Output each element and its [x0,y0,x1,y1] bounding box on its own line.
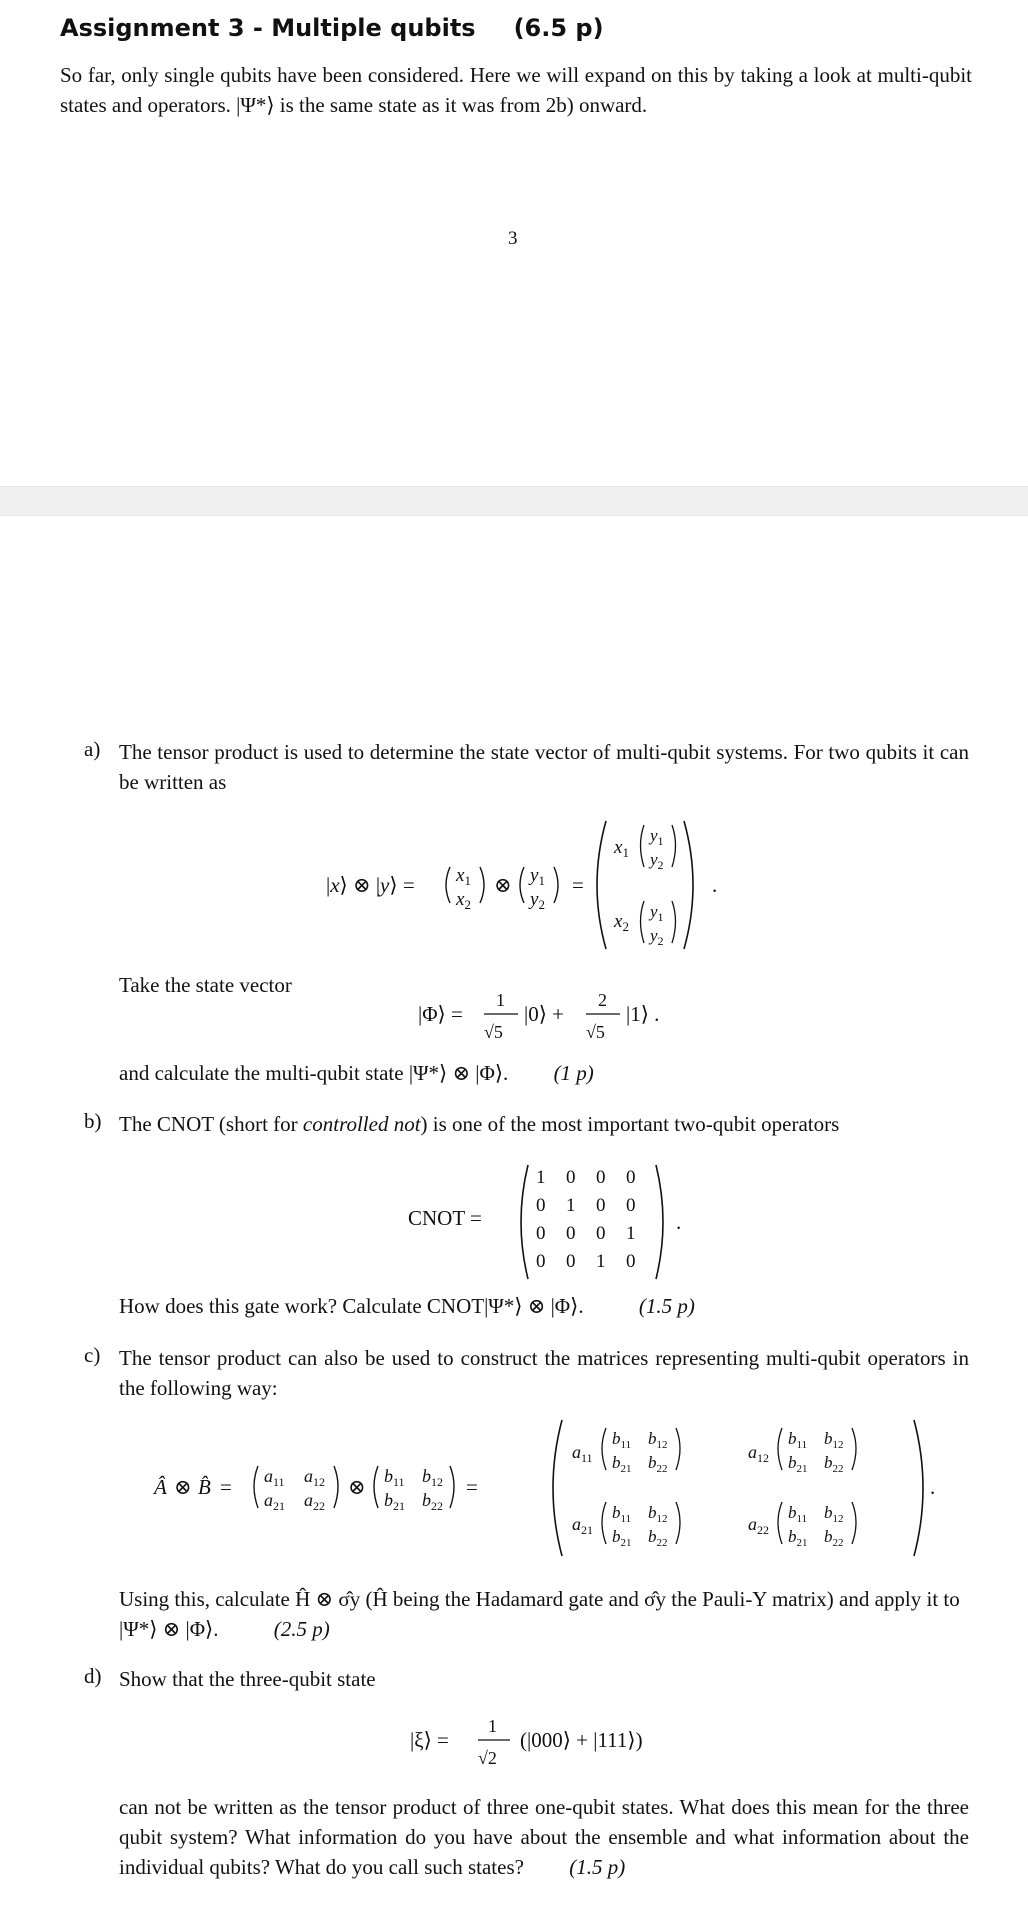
svg-text:1: 1 [488,1716,497,1736]
svg-text:b22: $b_{22}$ [648,1527,668,1549]
intro-text-before: So far, only single qubits have been considered. Here we will expand on this by taking a look at multi-qubit states and operators. [60,63,972,117]
svg-text:a21: $a_{21}$ [264,1490,285,1513]
svg-text:2: 2 [598,990,607,1010]
svg-text:b21: $b_{21}$ [384,1490,405,1513]
part-a-label: a) [84,737,101,761]
xi-rhs: (|000⟩ + |111⟩) [520,1728,643,1752]
page-number: 3 [508,228,518,249]
svg-text:y1: $y_1$ [530,865,545,888]
cnot-cell: 0 [536,1251,546,1272]
svg-text:.: . [676,1210,682,1234]
phi-state-equation [418,984,718,1050]
cnot-cell: 0 [536,1195,546,1216]
intro-text-after: is the same state as it was from 2b) onward. [279,93,648,117]
part-a-take-state: Take the state vector [119,973,292,997]
intro-ket: |Ψ*⟩ [236,93,275,117]
svg-text:=: = [466,1475,478,1499]
xi-state-equation [410,1712,710,1772]
cnot-cell: 1 [566,1195,576,1216]
svg-text:√5: √5 [586,1022,605,1042]
svg-text:⊗: ⊗ [348,1475,366,1499]
svg-text:b22: $b_{22}$ [422,1490,443,1513]
cnot-matrix-label: CNOT = [408,1206,482,1230]
tensor-product-equation [320,815,780,957]
svg-text:y2: $y_2$ [530,889,545,912]
svg-text:1: 1 [496,990,505,1010]
svg-text:b12: $b_{12}$ [824,1429,844,1451]
cnot-cell: 1 [596,1251,606,1272]
svg-text:a22: $a_{22}$ [304,1490,325,1513]
svg-text:a11: $a_{11}$ [572,1442,593,1465]
part-d-after-text: can not be written as the tensor product of three one-qubit states. What does this mean for the three qubit system? What information do you have about the ensemble and what information about the individual qubits? What do you call such states? [119,1795,969,1879]
svg-text:b22: $b_{22}$ [824,1453,844,1475]
svg-text:b21: $b_{21}$ [612,1527,632,1549]
part-b-question-text: How does this gate work? Calculate CNOT|Ψ*⟩ ⊗ |Φ⟩. [119,1294,584,1318]
part-b-text-emph: controlled not [302,1112,421,1136]
svg-text:a11: $a_{11}$ [264,1466,285,1489]
part-b-label: b) [84,1109,102,1133]
svg-text:b12: $b_{12}$ [648,1429,668,1451]
cnot-cell: 0 [536,1223,546,1244]
svg-text:⊗: ⊗ [174,1475,192,1499]
svg-text:a21: $a_{21}$ [572,1514,593,1537]
svg-text:b11: $b_{11}$ [788,1503,808,1525]
part-b-text-before: The CNOT (short for [119,1112,298,1136]
part-b-text-after: ) is one of the most important two-qubit operators [420,1112,840,1136]
title-text: Assignment 3 - Multiple qubits [60,14,476,42]
part-c-using [119,1584,969,1644]
svg-text:b21: $b_{21}$ [788,1453,808,1475]
svg-text:|0⟩ +: |0⟩ + [524,1002,564,1026]
svg-text:b11: $b_{11}$ [384,1466,405,1489]
title-points: (6.5 p) [513,14,604,42]
operator-tensor-product-equation [154,1416,954,1560]
svg-text:b22: $b_{22}$ [648,1453,668,1475]
svg-text:|x⟩ ⊗ |y⟩ =: |x⟩ ⊗ |y⟩ = [326,873,415,897]
part-c-points: (2.5 p) [273,1617,330,1641]
svg-text:√5: √5 [484,1022,503,1042]
svg-text:.: . [930,1475,936,1499]
part-d-text: Show that the three-qubit state [119,1667,376,1691]
part-c-text: The tensor product can also be used to construct the matrices representing multi-qubit operators in the following way: [119,1346,969,1400]
xi-lhs: |ξ⟩ = [410,1728,449,1752]
intro-paragraph [60,60,972,120]
part-a-points: (1 p) [553,1061,594,1085]
svg-text:Â: Â [154,1475,167,1499]
cnot-cell: 0 [596,1167,606,1188]
svg-text:a12: $a_{12}$ [748,1442,769,1465]
svg-text:B̂: B̂ [198,1475,211,1499]
svg-text:b11: $b_{11}$ [612,1429,632,1451]
cnot-cell: 0 [566,1223,576,1244]
svg-text:b12: $b_{12}$ [648,1503,668,1525]
part-b-question [119,1291,969,1321]
part-a-calc [119,1058,969,1088]
svg-text:b12: $b_{12}$ [422,1466,443,1489]
cnot-cell: 1 [536,1167,546,1188]
cnot-cell: 0 [566,1167,576,1188]
svg-text:b21: $b_{21}$ [612,1453,632,1475]
part-d-points: (1.5 p) [569,1855,626,1879]
page-separator [0,486,1028,516]
part-d-after [119,1792,969,1882]
svg-text:√2: √2 [478,1748,497,1768]
cnot-cell: 0 [596,1195,606,1216]
svg-text:=: = [220,1475,232,1499]
cnot-cell: 0 [626,1195,636,1216]
xi-fraction [476,1712,516,1772]
part-b-points: (1.5 p) [638,1294,695,1318]
svg-text:b21: $b_{21}$ [788,1527,808,1549]
part-b-text [119,1109,969,1139]
cnot-cell: 1 [626,1223,636,1244]
cnot-cell: 0 [626,1167,636,1188]
part-d-label: d) [84,1664,102,1688]
svg-text:⊗: ⊗ [494,873,512,897]
svg-text:y1: $y_1$ [650,902,664,924]
svg-text:x2: $x_2$ [614,911,629,934]
cnot-matrix [516,1163,696,1281]
svg-text:x1: $x_1$ [456,865,471,888]
svg-text:b11: $b_{11}$ [612,1503,632,1525]
svg-text:x1: $x_1$ [614,837,629,860]
cnot-cell: 0 [626,1251,636,1272]
part-c-using-text: Using this, calculate Ĥ ⊗ σ̂y (Ĥ being the Hadamard gate and σ̂y the Pauli-Y matrix) and apply it to |Ψ*⟩ ⊗ |Φ⟩. [119,1587,960,1641]
svg-text:a22: $a_{22}$ [748,1514,769,1537]
part-a-calc-text: and calculate the multi-qubit state |Ψ*⟩ ⊗ |Φ⟩. [119,1061,509,1085]
cnot-cell: 0 [566,1251,576,1272]
svg-text:x2: $x_2$ [456,889,471,912]
svg-text:=: = [572,873,584,897]
svg-text:b12: $b_{12}$ [824,1503,844,1525]
svg-text:b11: $b_{11}$ [788,1429,808,1451]
svg-text:.: . [712,873,718,897]
svg-text:y1: $y_1$ [650,826,664,848]
part-a-text: The tensor product is used to determine the state vector of multi-qubit systems. For two qubits it can be written as [119,740,969,794]
svg-text:|1⟩ .: |1⟩ . [626,1002,660,1026]
svg-text:|Φ⟩ =: |Φ⟩ = [418,1002,463,1026]
part-c-label: c) [84,1343,101,1367]
cnot-cell: 0 [596,1223,606,1244]
assignment-title [60,14,604,42]
svg-text:a12: $a_{12}$ [304,1466,325,1489]
svg-text:y2: $y_2$ [650,850,664,872]
svg-text:b22: $b_{22}$ [824,1527,844,1549]
svg-text:y2: $y_2$ [650,926,664,948]
